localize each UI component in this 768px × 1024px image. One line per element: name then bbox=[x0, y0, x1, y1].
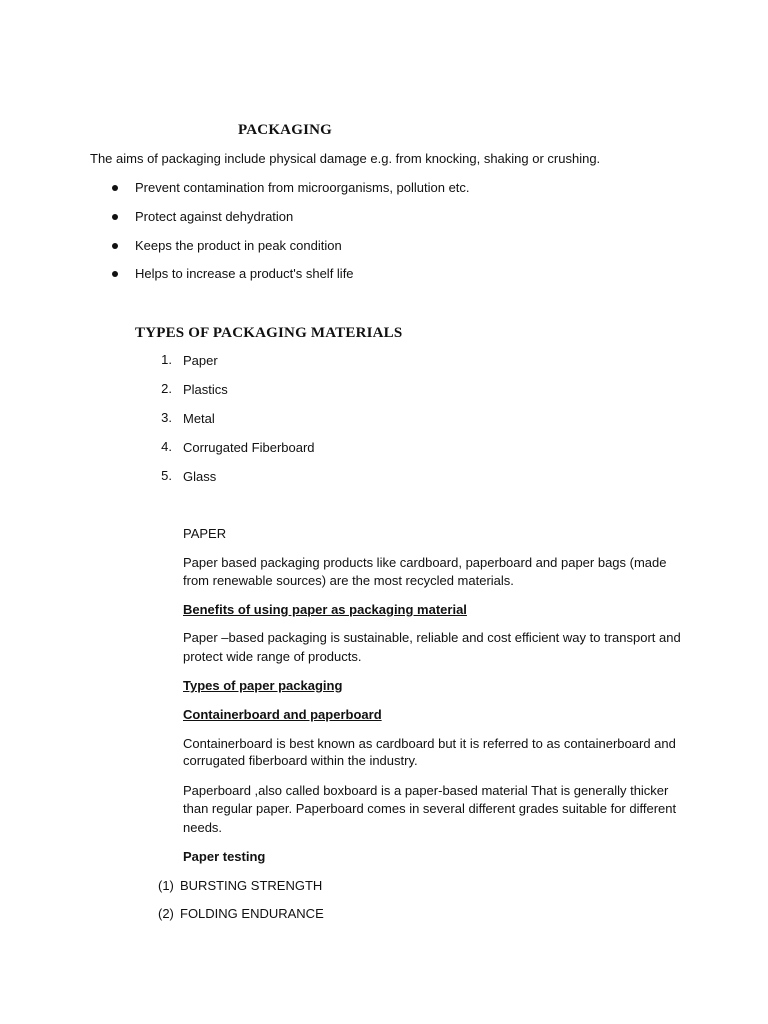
bullet-icon bbox=[112, 271, 118, 277]
bullet-icon bbox=[112, 214, 118, 220]
test-number: (1) bbox=[158, 878, 174, 893]
paper-desc-line: from renewable sources) are the most recycled materials. bbox=[183, 573, 514, 588]
test-item: BURSTING STRENGTH bbox=[180, 878, 323, 893]
paperboard-line: Paperboard ,also called boxboard is a paper-based material That is generally thicker bbox=[183, 783, 669, 798]
benefits-line: protect wide range of products. bbox=[183, 649, 362, 664]
bullet-icon bbox=[112, 185, 118, 191]
paper-types-heading: Types of paper packaging bbox=[183, 678, 343, 693]
paperboard-line: needs. bbox=[183, 820, 223, 835]
containerboard-heading: Containerboard and paperboard bbox=[183, 707, 382, 722]
bullet-icon bbox=[112, 243, 118, 249]
aims-item: Prevent contamination from microorganisms, pollution etc. bbox=[135, 180, 470, 195]
benefits-heading: Benefits of using paper as packaging material bbox=[183, 602, 467, 617]
test-number: (2) bbox=[158, 906, 174, 921]
list-number: 1. bbox=[161, 352, 172, 367]
list-item: Corrugated Fiberboard bbox=[183, 440, 315, 455]
containerboard-line: corrugated fiberboard within the industry. bbox=[183, 753, 418, 768]
paper-desc-line: Paper based packaging products like cardboard, paperboard and paper bags (made bbox=[183, 555, 667, 570]
list-number: 2. bbox=[161, 381, 172, 396]
list-item: Metal bbox=[183, 411, 215, 426]
test-item: FOLDING ENDURANCE bbox=[180, 906, 324, 921]
paper-heading: PAPER bbox=[183, 526, 227, 541]
paper-testing-heading: Paper testing bbox=[183, 849, 266, 864]
intro-paragraph: The aims of packaging include physical damage e.g. from knocking, shaking or crushing. bbox=[90, 151, 601, 166]
aims-item: Helps to increase a product's shelf life bbox=[135, 266, 354, 281]
aims-item: Keeps the product in peak condition bbox=[135, 238, 342, 253]
paperboard-line: than regular paper. Paperboard comes in several different grades suitable for different bbox=[183, 801, 677, 816]
containerboard-line: Containerboard is best known as cardboard but it is referred to as containerboard and bbox=[183, 736, 676, 751]
aims-item: Protect against dehydration bbox=[135, 209, 294, 224]
list-number: 5. bbox=[161, 468, 172, 483]
list-item: Plastics bbox=[183, 382, 228, 397]
list-number: 4. bbox=[161, 439, 172, 454]
types-heading: TYPES OF PACKAGING MATERIALS bbox=[135, 325, 403, 341]
list-item: Glass bbox=[183, 469, 217, 484]
benefits-line: Paper –based packaging is sustainable, reliable and cost efficient way to transport and bbox=[183, 630, 681, 645]
list-number: 3. bbox=[161, 410, 172, 425]
document-title: PACKAGING bbox=[238, 122, 333, 138]
list-item: Paper bbox=[183, 353, 218, 368]
